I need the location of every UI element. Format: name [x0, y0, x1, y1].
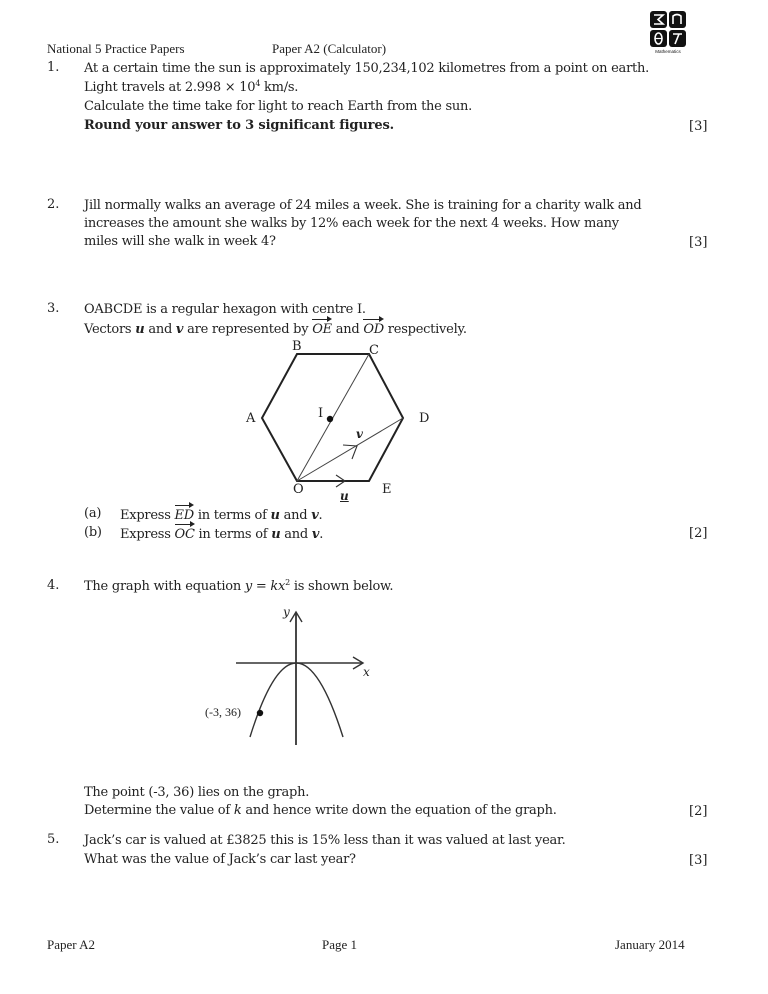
question-4-line-2: The point (-3, 36) lies on the graph.: [84, 785, 310, 800]
question-2-number: 2.: [47, 197, 60, 212]
question-3b-text: Express OC in terms of u and v.: [120, 524, 323, 545]
centre-i-label: I: [318, 406, 324, 421]
vertex-a-label: A: [246, 411, 256, 426]
vertex-b-label: B: [292, 339, 302, 354]
question-3b-label: (b): [84, 525, 102, 540]
vertex-c-label: C: [369, 343, 379, 358]
svg-text:Mathematics: Mathematics: [655, 49, 681, 54]
header-paper: Paper A2 (Calculator): [272, 41, 387, 56]
question-3-marks: [2]: [689, 526, 708, 541]
question-1-line-2: Light travels at $2.998 \times 10^4$ km/s.: [84, 79, 299, 95]
question-4-line-1: The graph with equation $y = kx^2$ is shown below.: [84, 578, 394, 594]
vector-v-label: v: [356, 427, 363, 441]
footer-paper: Paper A2: [47, 937, 96, 952]
footer-date: January 2014: [615, 937, 685, 952]
question-3a-label: (a): [84, 506, 102, 521]
question-1-number: 1.: [47, 60, 60, 75]
question-4-marks: [2]: [689, 804, 708, 819]
question-1-line-1: At a certain time the sun is approximately 150,234,102 kilometres from a point on earth.: [84, 61, 650, 76]
question-4-line-3: Determine the value of k and hence write down the equation of the graph.: [84, 803, 557, 818]
vertex-e-label: E: [382, 482, 392, 497]
question-1-line-3: Calculate the time take for light to reach Earth from the sun.: [84, 99, 473, 114]
question-2-line-2: increases the amount she walks by 12% each week for the next 4 weeks. How many: [84, 216, 619, 231]
y-axis-label: y: [283, 605, 290, 619]
question-2-line-3: miles will she walk in week 4?: [84, 234, 276, 249]
question-3-line-1: OABCDE is a regular hexagon with centre I.: [84, 302, 366, 317]
vertex-d-label: D: [419, 411, 430, 426]
question-2-marks: [3]: [689, 235, 708, 250]
question-5-marks: [3]: [689, 853, 708, 868]
question-5-number: 5.: [47, 832, 60, 847]
question-5-line-1: Jack’s car is valued at £3825 this is 15% less than it was valued at last year.: [84, 833, 566, 848]
question-3-line-2: Vectors u and v are represented by OE and OD respectively.: [84, 319, 467, 340]
x-axis-label: x: [363, 665, 370, 679]
question-4-number: 4.: [47, 578, 60, 593]
question-3-number: 3.: [47, 301, 60, 316]
question-2-line-1: Jill normally walks an average of 24 miles a week. She is training for a charity walk and: [84, 198, 642, 213]
question-5-line-2: What was the value of Jack’s car last year?: [84, 852, 356, 867]
question-1-instruction: Round your answer to 3 significant figures.: [84, 118, 395, 133]
footer-page-number: Page 1: [322, 937, 358, 952]
vertex-o-label: O: [293, 482, 304, 497]
point-label: (-3, 36): [205, 705, 241, 719]
question-1-marks: [3]: [689, 119, 708, 134]
vector-u-label: u: [340, 489, 349, 503]
question-3a-text: Express ED in terms of u and v.: [120, 505, 322, 526]
header-title: National 5 Practice Papers: [47, 41, 185, 56]
